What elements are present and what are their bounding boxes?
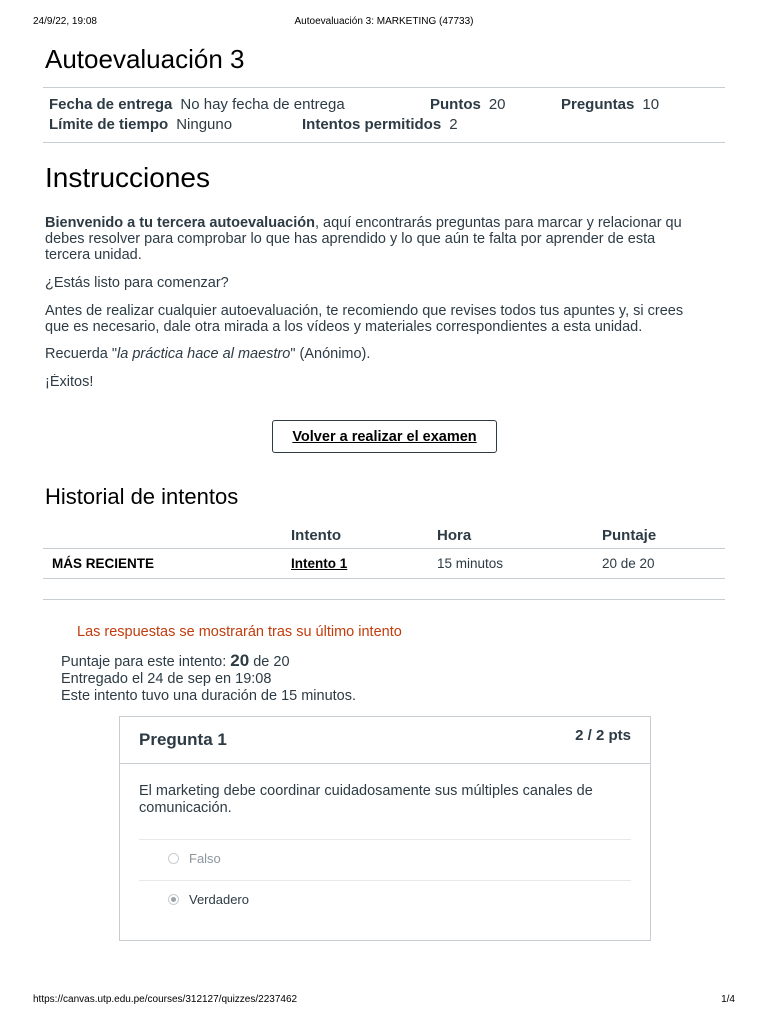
history-col-time: Hora: [437, 527, 472, 544]
answers-notice: Las respuestas se mostrarán tras su último intento: [77, 624, 402, 640]
meta-time-limit: [49, 116, 232, 133]
question-header: [120, 717, 650, 764]
score-prefix: Puntaje para este intento:: [61, 654, 231, 670]
question-text-line: comunicación.: [139, 800, 232, 816]
meta-questions-value: 10: [642, 96, 660, 113]
question-points: 2 / 2 pts: [575, 727, 631, 744]
meta-attempts: [302, 116, 458, 133]
instructions-paragraph-1: [45, 215, 726, 263]
attempt-duration: Este intento tuvo una duración de 15 minutos.: [61, 688, 357, 704]
instructions-welcome-rest: , aquí encontrarás preguntas para marcar y relacionar qu: [314, 215, 682, 231]
meta-due-label: Fecha de entrega: [49, 96, 173, 113]
question-card: [119, 716, 651, 941]
instructions-line: que es necesario, dale otra mirada a los vídeos y materiales correspondientes a esta unidad.: [45, 319, 643, 335]
attempt-link[interactable]: Intento 1: [291, 556, 348, 571]
answer-divider: [139, 880, 631, 881]
quote-prefix: Recuerda ": [45, 346, 118, 362]
instructions-line: debes resolver para comprobar lo que has aprendido y lo que aún te falta por aprender de esta: [45, 231, 656, 247]
question-title: Pregunta 1: [139, 730, 227, 749]
print-page-number: 1/4: [721, 994, 735, 1005]
meta-attempts-label: Intentos permitidos: [302, 116, 442, 133]
instructions-success: ¡Éxitos!: [45, 374, 94, 390]
answer-label-falso: Falso: [189, 851, 221, 866]
instructions-line: Antes de realizar cualquier autoevaluación, te recomiendo que revises todos tus apuntes y, si crees: [45, 303, 684, 319]
meta-time-limit-value: Ninguno: [176, 116, 233, 133]
meta-time-limit-label: Límite de tiempo: [49, 116, 169, 133]
print-title: Autoevaluación 3: MARKETING (47733): [294, 16, 474, 27]
print-url: https://canvas.utp.edu.pe/courses/312127/quizzes/2237462: [33, 994, 298, 1005]
radio-falso[interactable]: [168, 853, 179, 864]
meta-points-label: Puntos: [430, 96, 481, 113]
history-col-score: Puntaje: [602, 527, 657, 544]
meta-questions: [561, 96, 659, 113]
meta-points-value: 20: [488, 96, 506, 113]
meta-due-date: [49, 96, 345, 113]
score-suffix: de 20: [249, 654, 290, 670]
radio-verdadero[interactable]: [168, 894, 179, 905]
meta-points: [430, 96, 506, 113]
table-divider: [43, 578, 725, 579]
section-divider: [43, 599, 725, 600]
score-value: 20: [230, 651, 250, 670]
question-text: [139, 783, 639, 817]
quote-suffix: " (Anónimo).: [290, 346, 371, 362]
retake-quiz-button[interactable]: Volver a realizar el examen: [272, 420, 497, 453]
divider: [43, 142, 725, 143]
answer-divider: [139, 839, 631, 840]
instructions-paragraph-2: [45, 275, 726, 291]
print-footer: [0, 994, 768, 1008]
quote-text: la práctica hace al maestro: [117, 346, 291, 362]
submitted-at: Entregado el 24 de sep en 19:08: [61, 671, 272, 687]
meta-due-value: No hay fecha de entrega: [180, 96, 345, 113]
answer-label-verdadero: Verdadero: [189, 892, 249, 907]
print-datetime: 24/9/22, 19:08: [33, 16, 97, 27]
meta-questions-label: Preguntas: [561, 96, 635, 113]
attempt-time: 15 minutos: [437, 556, 504, 571]
table-divider: [43, 548, 725, 549]
instructions-paragraph-4: [45, 346, 726, 362]
instructions-paragraph-3: [45, 303, 726, 335]
meta-attempts-value: 2: [449, 116, 458, 133]
question-text-line: El marketing debe coordinar cuidadosamente sus múltiples canales de: [139, 783, 593, 799]
instructions-ready: ¿Estás listo para comenzar?: [45, 275, 229, 291]
instructions-welcome-bold: Bienvenido a tu tercera autoevaluación: [45, 215, 315, 231]
history-col-attempt: Intento: [291, 527, 341, 544]
page-title: Autoevaluación 3: [45, 44, 245, 74]
attempt-score: 20 de 20: [602, 556, 655, 571]
most-recent-badge: MÁS RECIENTE: [52, 556, 155, 571]
history-heading: Historial de intentos: [45, 484, 239, 509]
divider: [43, 87, 725, 88]
instructions-line: tercera unidad.: [45, 247, 142, 263]
attempt-summary: [61, 652, 356, 705]
print-header: [0, 16, 768, 30]
instructions-paragraph-5: [45, 374, 726, 390]
instructions-heading: Instrucciones: [45, 162, 210, 193]
